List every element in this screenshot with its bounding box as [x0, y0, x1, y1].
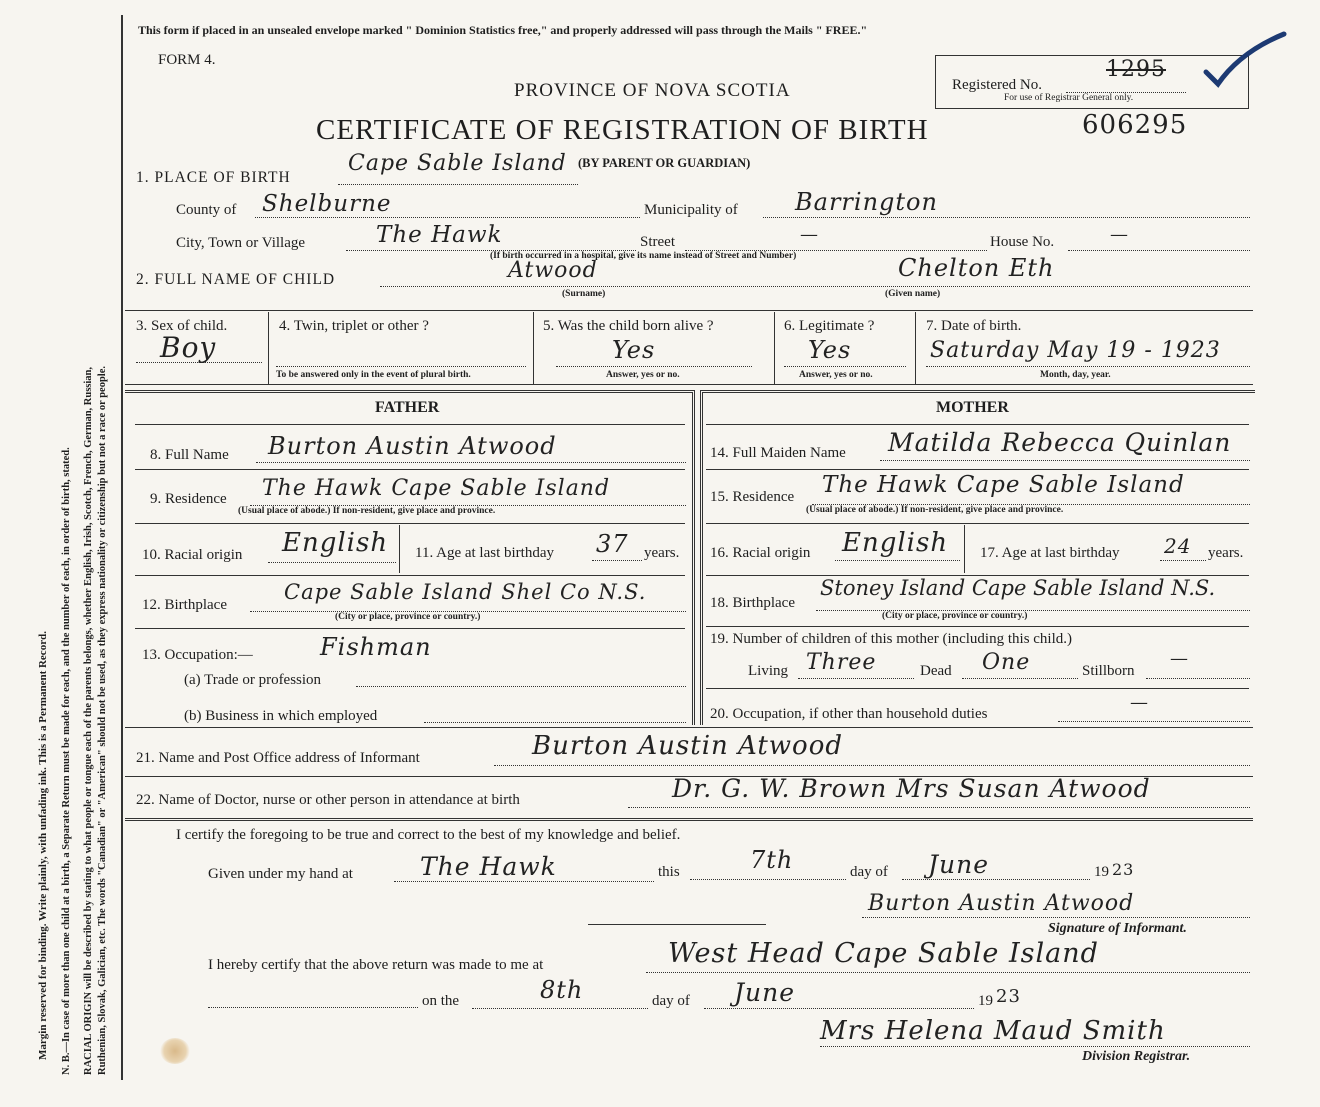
mother-age-line [1160, 560, 1206, 561]
registered-label: Registered No. [952, 77, 1042, 93]
row3-div-1 [268, 312, 269, 384]
stillborn-value: — [1170, 648, 1189, 669]
city-value: The Hawk [376, 222, 503, 248]
date-note: Month, day, year. [1040, 370, 1111, 380]
legit-line [784, 366, 906, 367]
county-value: Shelburne [262, 191, 392, 217]
street-label: Street [640, 234, 675, 250]
dead-value: One [982, 650, 1031, 675]
mother-age-value: 24 [1164, 534, 1192, 558]
mother-name-label: 14. Full Maiden Name [710, 445, 846, 461]
street-value: — [800, 224, 819, 245]
living-label: Living [748, 663, 788, 679]
row3-top-rule [125, 310, 1253, 311]
certify-statement: I certify the foregoing to be true and correct to the best of my knowledge and belief. [176, 827, 681, 843]
mother-rule-1 [706, 469, 1249, 470]
father-heading: FATHER [375, 399, 440, 416]
reg-day-line [472, 1008, 648, 1009]
living-value: Three [806, 650, 877, 675]
father-res-note: (Usual place of abode.) If non-resident, give place and province. [238, 506, 496, 516]
dead-label: Dead [920, 663, 952, 679]
mother-heading-rule [706, 424, 1249, 425]
left-margin [0, 0, 125, 1107]
margin-note-1: Margin reserved for binding. Write plainly, with unfading ink. This is a Permanent Record. [37, 631, 49, 1060]
sex-value: Boy [160, 331, 217, 364]
surname-caption: (Surname) [562, 289, 606, 299]
trade-label: (a) Trade or profession [184, 672, 322, 688]
mother-rule-2 [706, 523, 1249, 524]
place-label: 1. PLACE OF BIRTH [136, 169, 291, 186]
father-birth-value: Cape Sable Island Shel Co N.S. [284, 580, 647, 604]
hospital-note: (If birth occurred in a hospital, give its name instead of Street and Number) [490, 251, 797, 261]
row3-div-3 [774, 312, 775, 384]
alive-note: Answer, yes or no. [606, 370, 680, 380]
father-name-line [256, 462, 686, 463]
business-label: (b) Business in which employed [184, 708, 378, 724]
mother-res-note: (Usual place of abode.) If non-resident, give place and province. [806, 505, 1064, 515]
stillborn-label: Stillborn [1082, 663, 1135, 679]
children-label: 19. Number of children of this mother (including this child.) [710, 631, 1073, 647]
by-parent: (BY PARENT OR GUARDIAN) [578, 156, 751, 170]
cert-day: 7th [750, 846, 794, 874]
father-birth-note: (City or place, province or country.) [335, 612, 481, 622]
sex-label: 3. Sex of child. [136, 318, 228, 334]
cert-year: 23 [1112, 860, 1135, 879]
trade-line [356, 686, 686, 687]
father-race-line [268, 562, 396, 563]
margin-rule [121, 15, 123, 1080]
mother-res-value: The Hawk Cape Sable Island [822, 472, 1185, 498]
mother-rule-5 [706, 688, 1249, 689]
father-age-value: 37 [596, 530, 629, 558]
mother-race-value: English [842, 528, 949, 558]
father-rule-3 [135, 575, 685, 576]
father-birth-label: 12. Birthplace [142, 597, 227, 613]
reg-year-prefix: 19 [978, 993, 993, 1009]
father-rule-4 [135, 628, 685, 629]
informant-sig-line [862, 917, 1250, 918]
father-age-unit: years. [644, 545, 680, 561]
father-age-label: 11. Age at last birthday [415, 545, 554, 561]
child-surname: Atwood [508, 258, 598, 283]
alive-label: 5. Was the child born alive ? [543, 318, 714, 334]
given-place-line [394, 881, 654, 882]
house-label: House No. [990, 234, 1055, 250]
section-separator [588, 924, 766, 925]
county-line [255, 217, 640, 218]
mother-name-line [880, 460, 1250, 461]
mother-race-div [964, 525, 965, 573]
check-mark-icon [1200, 30, 1290, 90]
father-occ-label: 13. Occupation:— [142, 647, 253, 663]
child-name-line [380, 286, 1250, 287]
free-notice: This form if placed in an unsealed envelope marked " Dominion Statistics free," and properly addressed will pass through the Mails " FREE." [138, 23, 868, 37]
father-rule-1 [135, 469, 685, 470]
margin-note-2: N. B.—In case of more than one child at a birth, a Separate Return must be made for each, and the number of each, in order of birth, stated. [61, 447, 72, 1075]
on-the-lead-line [208, 1007, 418, 1008]
place-line [338, 184, 578, 185]
house-value: — [1110, 224, 1129, 245]
doctor-value: Dr. G. W. Brown Mrs Susan Atwood [672, 774, 1151, 803]
registrar-sig-line [820, 1046, 1250, 1047]
stillborn-line [1146, 678, 1250, 679]
row3-div-2 [533, 312, 534, 384]
mother-birth-label: 18. Birthplace [710, 595, 795, 611]
row3-div-4 [915, 312, 916, 384]
registered-value: 1295 [1106, 57, 1166, 82]
registered-note: For use of Registrar General only. [1004, 93, 1134, 103]
mother-birth-note: (City or place, province or country.) [882, 611, 1028, 621]
reg-month: June [734, 978, 796, 1007]
county-label: County of [176, 202, 237, 218]
title-number: 606295 [1082, 110, 1188, 140]
registrar-statement: I hereby certify that the above return was made to me at [208, 957, 544, 973]
given-caption: (Given name) [885, 289, 941, 299]
mother-age-unit: years. [1208, 545, 1244, 561]
cert-day-label: day of [850, 864, 888, 880]
mother-name-value: Matilda Rebecca Quinlan [888, 428, 1232, 457]
municipality-line [763, 217, 1250, 218]
father-occ-value: Fishman [320, 633, 432, 661]
alive-line [556, 366, 752, 367]
mother-occ-value: — [1130, 692, 1149, 713]
informant-sig-label: Signature of Informant. [1048, 921, 1187, 936]
father-race-div [399, 525, 400, 573]
twin-label: 4. Twin, triplet or other ? [279, 318, 429, 334]
margin-note-4: Ruthenian, Slovak, Galician, etc. The words "Canadian" or "American" should not be used, as they express nationality or citizenship but not a race or people. [97, 366, 108, 1075]
city-label: City, Town or Village [176, 235, 306, 251]
mother-res-label: 15. Residence [710, 489, 795, 505]
date-line [926, 366, 1250, 367]
cert-year-prefix: 19 [1094, 864, 1109, 880]
legit-label: 6. Legitimate ? [784, 318, 875, 334]
mother-race-label: 16. Racial origin [710, 545, 811, 561]
father-name-label: 8. Full Name [150, 447, 229, 463]
date-label: 7. Date of birth. [926, 318, 1022, 334]
dead-line [962, 678, 1078, 679]
informant-top-rule [125, 727, 1253, 728]
legit-note: Answer, yes or no. [799, 370, 873, 380]
informant-signature: Burton Austin Atwood [868, 891, 1135, 916]
date-value: Saturday May 19 - 1923 [930, 338, 1221, 363]
mother-rule-4 [706, 626, 1249, 627]
province-heading: PROVINCE OF NOVA SCOTIA [514, 80, 791, 101]
margin-note-3: RACIAL ORIGIN will be described by stating to what people or tongue each of the parents belongs, whether English, Irish, Scotch, French, German, Russian, [83, 366, 94, 1075]
reg-day: 8th [540, 976, 584, 1004]
twin-note: To be answered only in the event of plural birth. [276, 370, 471, 380]
paper-stain [160, 1038, 190, 1064]
reg-year: 23 [996, 986, 1021, 1007]
mother-heading: MOTHER [936, 399, 1009, 416]
father-name-value: Burton Austin Atwood [268, 432, 557, 460]
living-line [798, 678, 914, 679]
doctor-bottom-rule [125, 818, 1253, 821]
mother-birth-value: Stoney Island Cape Sable Island N.S. [820, 576, 1216, 600]
municipality-label: Municipality of [644, 202, 738, 218]
father-age-line [592, 560, 642, 561]
mother-race-line [835, 560, 960, 561]
registrar-signature: Mrs Helena Maud Smith [820, 1016, 1166, 1046]
certificate-title: CERTIFICATE OF REGISTRATION OF BIRTH [316, 114, 929, 146]
cert-day-line [690, 879, 846, 880]
cert-month: June [928, 850, 990, 879]
business-line [424, 722, 686, 723]
mother-occ-line [1058, 721, 1250, 722]
legit-value: Yes [808, 336, 852, 364]
registrar-place-line [646, 972, 1250, 973]
child-given: Chelton Eth [898, 254, 1055, 282]
twin-line [276, 366, 526, 367]
this-label: this [658, 864, 680, 880]
row3-bottom-rule [125, 384, 1253, 385]
mother-age-label: 17. Age at last birthday [980, 545, 1120, 561]
doctor-line [628, 807, 1250, 808]
informant-value: Burton Austin Atwood [532, 731, 844, 761]
father-res-value: The Hawk Cape Sable Island [262, 476, 611, 501]
municipality-value: Barrington [795, 188, 938, 216]
place-value: Cape Sable Island [348, 151, 567, 176]
cert-month-line [902, 879, 1090, 880]
given-label: Given under my hand at [208, 866, 353, 882]
given-place: The Hawk [420, 852, 557, 881]
reg-month-line [704, 1008, 974, 1009]
house-line [1068, 250, 1250, 251]
form-number: FORM 4. [158, 52, 216, 68]
child-name-label: 2. FULL NAME OF CHILD [136, 271, 336, 288]
reg-day-label: day of [652, 993, 690, 1009]
father-rule-2 [135, 523, 685, 524]
alive-value: Yes [612, 336, 656, 364]
father-race-value: English [282, 528, 389, 558]
father-race-label: 10. Racial origin [142, 547, 243, 563]
informant-line [494, 765, 1250, 766]
doctor-label: 22. Name of Doctor, nurse or other person in attendance at birth [136, 792, 520, 808]
on-the-label: on the [422, 993, 460, 1009]
informant-label: 21. Name and Post Office address of Informant [136, 750, 420, 766]
mother-occ-label: 20. Occupation, if other than household duties [710, 706, 988, 722]
registrar-sig-label: Division Registrar. [1082, 1049, 1191, 1064]
father-heading-rule [135, 424, 685, 425]
registrar-place: West Head Cape Sable Island [668, 938, 1099, 969]
father-res-label: 9. Residence [150, 491, 227, 507]
